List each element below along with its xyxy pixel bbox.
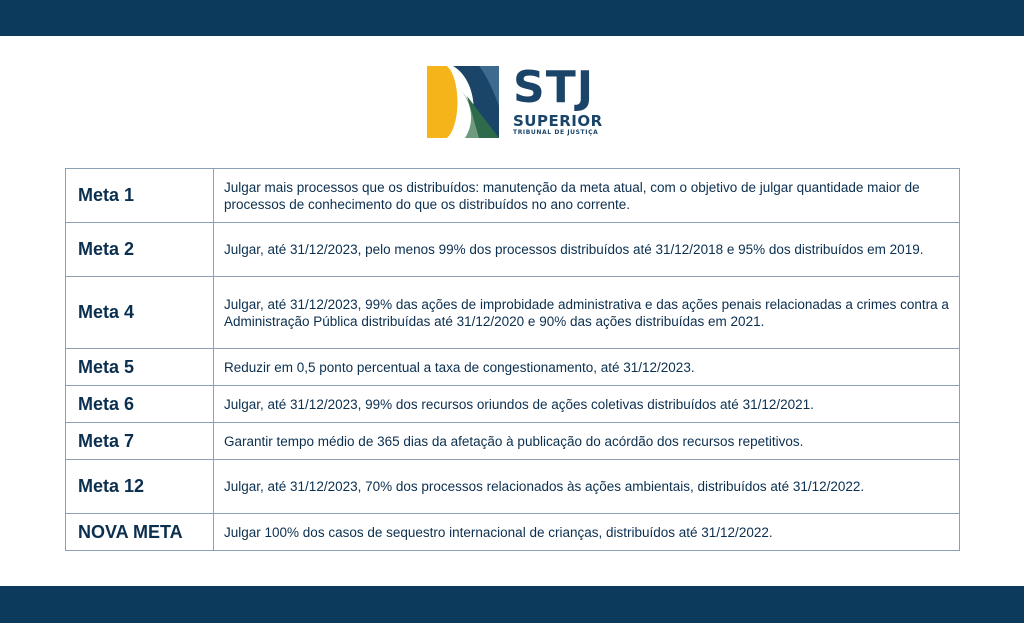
table-row	[66, 423, 960, 460]
table-row	[66, 349, 960, 386]
table-row	[66, 460, 960, 514]
stj-logo	[427, 62, 607, 142]
meta-label: NOVA META	[66, 514, 214, 551]
meta-description: Julgar, até 31/12/2023, 99% dos recursos oriundos de ações coletivas distribuídos até 31/12/2021.	[214, 386, 960, 423]
meta-label: Meta 12	[66, 460, 214, 514]
logo-name-line1: SUPERIOR	[513, 112, 603, 130]
logo-name-line2: TRIBUNAL DE JUSTIÇA	[513, 129, 599, 136]
meta-label: Meta 2	[66, 223, 214, 277]
meta-label: Meta 6	[66, 386, 214, 423]
bottom-banner	[0, 586, 1024, 623]
stj-emblem-icon	[427, 66, 499, 138]
table-row	[66, 514, 960, 551]
table-row	[66, 277, 960, 349]
meta-description: Julgar, até 31/12/2023, 99% das ações de improbidade administrativa e das ações penais relacionadas a crimes contra a Administração Pública distribuídas até 31/12/2020 e 90% das ações distribuídas em 2021.	[214, 277, 960, 349]
meta-description: Garantir tempo médio de 365 dias da afetação à publicação do acórdão dos recursos repetitivos.	[214, 423, 960, 460]
meta-label: Meta 7	[66, 423, 214, 460]
top-banner	[0, 0, 1024, 36]
table-row	[66, 169, 960, 223]
meta-label: Meta 1	[66, 169, 214, 223]
meta-description: Julgar, até 31/12/2023, 70% dos processos relacionados às ações ambientais, distribuídos até 31/12/2022.	[214, 460, 960, 514]
table-row	[66, 223, 960, 277]
metas-table	[65, 168, 960, 551]
table-row	[66, 386, 960, 423]
meta-description: Julgar mais processos que os distribuídos: manutenção da meta atual, com o objetivo de julgar quantidade maior de processos de conhecimento do que os distribuídos no ano corrente.	[214, 169, 960, 223]
logo-wordmark	[513, 62, 603, 137]
meta-description: Julgar, até 31/12/2023, pelo menos 99% dos processos distribuídos até 31/12/2018 e 95% dos distribuídos em 2019.	[214, 223, 960, 277]
meta-description: Reduzir em 0,5 ponto percentual a taxa de congestionamento, até 31/12/2023.	[214, 349, 960, 386]
meta-description: Julgar 100% dos casos de sequestro internacional de crianças, distribuídos até 31/12/2022.	[214, 514, 960, 551]
logo-acronym: STJ	[513, 62, 595, 113]
meta-label: Meta 5	[66, 349, 214, 386]
meta-label: Meta 4	[66, 277, 214, 349]
